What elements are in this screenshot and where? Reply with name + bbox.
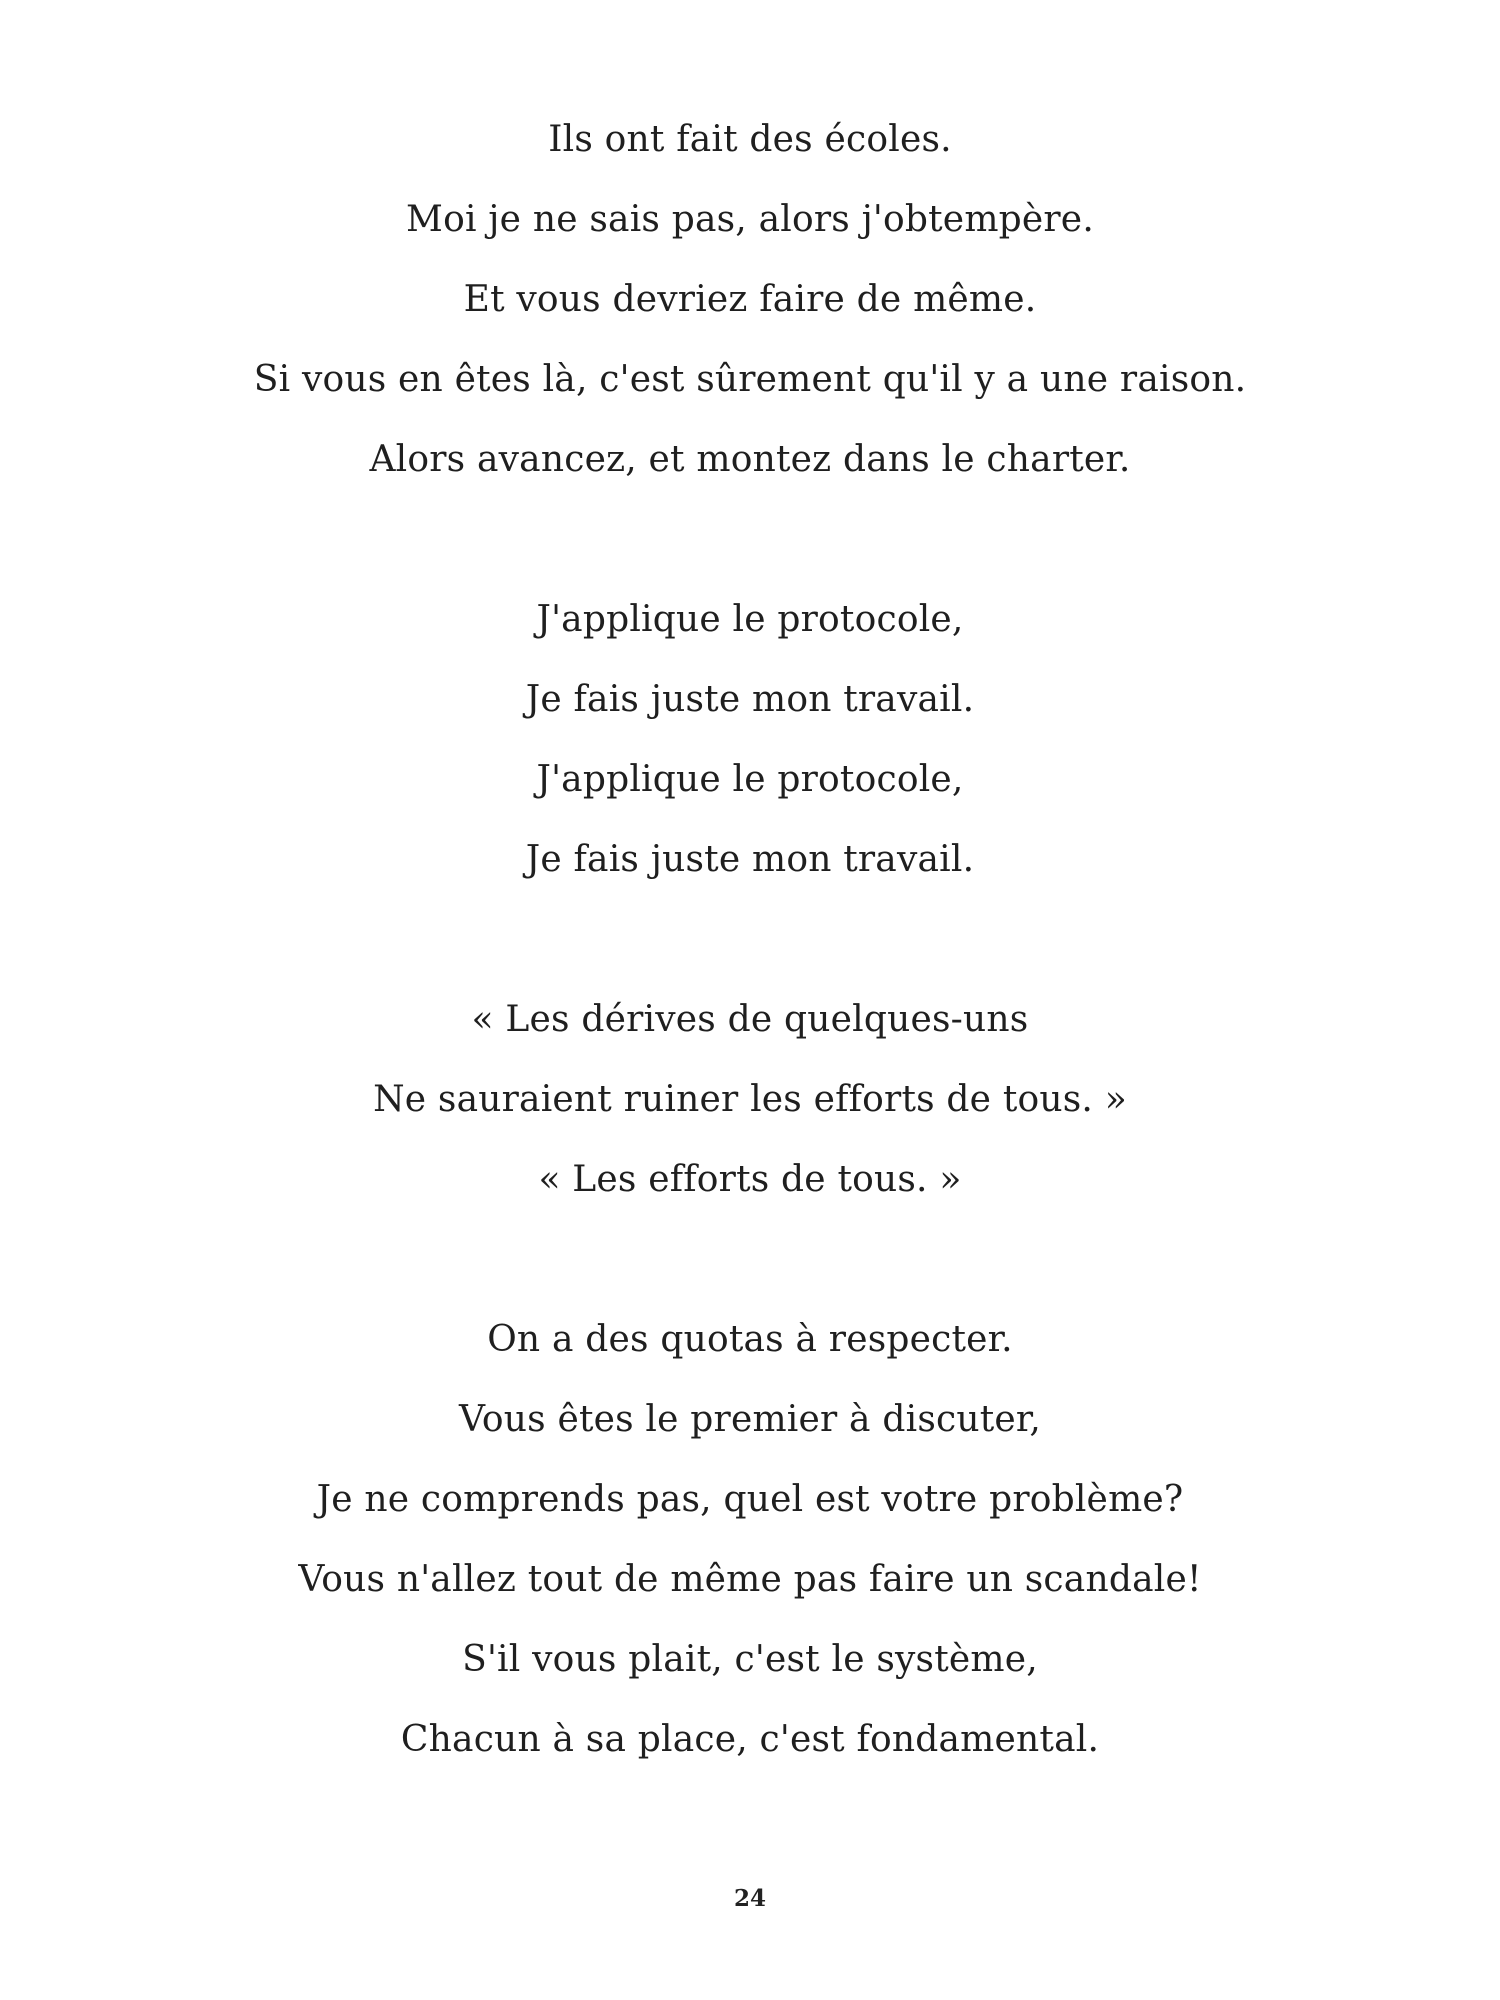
poem-line: Ils ont fait des écoles.: [548, 119, 952, 160]
poem-line: « Les efforts de tous. »: [538, 1159, 962, 1200]
poem-line: J'applique le protocole,: [536, 759, 964, 800]
poem-line: Chacun à sa place, c'est fondamental.: [400, 1719, 1100, 1760]
poem-line: J'applique le protocole,: [536, 599, 964, 640]
poem-line: Alors avancez, et montez dans le charter.: [369, 439, 1131, 480]
stanza-4: [0, 1300, 1500, 1780]
stanza-2: [0, 580, 1500, 900]
poem: [0, 100, 1500, 1860]
poem-line: S'il vous plait, c'est le système,: [462, 1639, 1038, 1680]
poem-line: Vous n'allez tout de même pas faire un scandale!: [298, 1559, 1202, 1600]
poem-line: « Les dérives de quelques-uns: [471, 999, 1029, 1040]
poem-line: On a des quotas à respecter.: [487, 1319, 1013, 1360]
poem-line: Moi je ne sais pas, alors j'obtempère.: [406, 199, 1094, 240]
poem-line: Je fais juste mon travail.: [525, 839, 975, 880]
poem-line: Ne sauraient ruiner les efforts de tous. »: [373, 1079, 1127, 1120]
poem-line: Vous êtes le premier à discuter,: [458, 1399, 1042, 1440]
poem-line: Et vous devriez faire de même.: [463, 279, 1037, 320]
poem-line: Je ne comprends pas, quel est votre problème?: [316, 1479, 1184, 1520]
stanza-3: [0, 980, 1500, 1220]
page-number: 24: [733, 1885, 766, 1912]
stanza-1: [0, 100, 1500, 500]
poem-line: Je fais juste mon travail.: [525, 679, 975, 720]
poem-line: Si vous en êtes là, c'est sûrement qu'il y a une raison.: [253, 359, 1247, 400]
